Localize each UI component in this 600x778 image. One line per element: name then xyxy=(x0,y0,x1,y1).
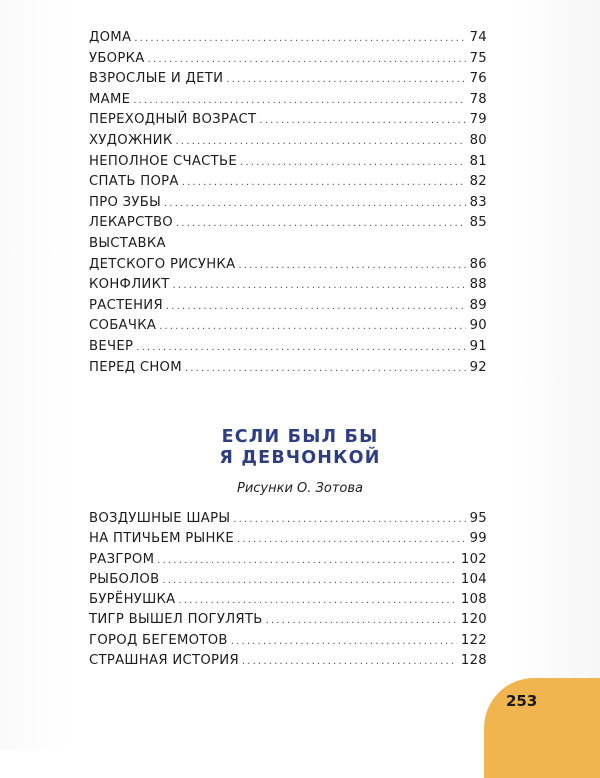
toc-entry xyxy=(89,572,487,592)
toc-entry xyxy=(89,339,487,360)
toc-title: ПЕРЕД СНОМ xyxy=(89,359,182,375)
toc-entry xyxy=(89,653,487,673)
toc-leader xyxy=(134,33,465,44)
toc-title: МАМЕ xyxy=(89,91,131,107)
toc-leader xyxy=(259,115,465,126)
section-illustrator-credit: Рисунки О. Зотова xyxy=(236,481,363,496)
toc-title: РЫБОЛОВ xyxy=(89,571,160,587)
toc-title: ВЫСТАВКА xyxy=(89,235,166,251)
toc-page: 86 xyxy=(469,256,487,272)
toc-title: ДЕТСКОГО РИСУНКА xyxy=(89,256,236,272)
toc-entry xyxy=(89,174,487,195)
toc-title: ВОЗДУШНЫЕ ШАРЫ xyxy=(89,511,231,526)
toc-title: БУРЁНУШКА xyxy=(89,592,176,608)
toc-page: 82 xyxy=(469,174,487,190)
toc-title: РАЗГРОМ xyxy=(89,551,155,567)
toc-entry xyxy=(89,51,487,72)
toc-leader xyxy=(164,198,466,209)
toc-leader xyxy=(173,280,466,291)
toc-page: 108 xyxy=(460,592,487,608)
toc-title: ЛЕКАРСТВО xyxy=(89,215,173,231)
toc-leader xyxy=(148,54,466,65)
toc-leader xyxy=(185,363,466,374)
toc-page: 128 xyxy=(460,653,487,669)
toc-leader xyxy=(226,74,465,85)
toc-entry xyxy=(89,592,487,612)
toc-leader xyxy=(237,534,466,545)
toc-entry xyxy=(89,511,487,531)
toc-page: 75 xyxy=(469,50,487,66)
toc-title: ДОМА xyxy=(89,30,132,45)
toc-page: 74 xyxy=(469,30,487,45)
toc-page: 88 xyxy=(469,277,487,293)
toc-page: 85 xyxy=(469,215,487,231)
page-number: 253 xyxy=(506,692,538,710)
toc-leader xyxy=(136,342,465,353)
toc-page: 76 xyxy=(469,71,487,87)
toc-entry xyxy=(89,154,487,175)
toc-entry xyxy=(89,215,487,236)
toc-entry xyxy=(89,257,487,278)
toc-entry xyxy=(89,195,487,216)
toc-page: 95 xyxy=(469,511,487,526)
toc-entry xyxy=(89,71,487,92)
toc-title: ПЕРЕХОДНЫЙ ВОЗРАСТ xyxy=(89,112,257,128)
toc-leader xyxy=(162,575,456,586)
toc-title: КОНФЛИКТ xyxy=(89,277,170,293)
toc-leader xyxy=(233,514,465,525)
toc-entry xyxy=(89,318,487,339)
toc-entry xyxy=(89,112,487,133)
toc-title: ХУДОЖНИК xyxy=(89,132,173,148)
section-heading-line-1: ЕСЛИ БЫЛ БЫ xyxy=(221,427,379,447)
toc-leader xyxy=(182,177,466,188)
toc-leader xyxy=(176,136,466,147)
toc-title: НЕПОЛНОЕ СЧАСТЬЕ xyxy=(89,153,237,169)
toc-entry xyxy=(89,236,487,257)
toc-title: ВЗРОСЛЫЕ И ДЕТИ xyxy=(89,71,224,87)
section-heading-line-2: Я ДЕВЧОНКОЙ xyxy=(219,448,381,468)
toc-page: 122 xyxy=(460,632,487,648)
toc-entry xyxy=(89,133,487,154)
toc-leader xyxy=(166,301,466,312)
toc-leader xyxy=(159,321,465,332)
toc-page: 90 xyxy=(469,318,487,334)
toc-title: СПАТЬ ПОРА xyxy=(89,174,179,190)
toc-entry xyxy=(89,30,487,51)
page-number-badge xyxy=(484,678,600,778)
toc-title: ТИГР ВЫШЕЛ ПОГУЛЯТЬ xyxy=(89,612,263,628)
toc-page: 120 xyxy=(460,612,487,628)
toc-title: НА ПТИЧЬЕМ РЫНКЕ xyxy=(89,531,234,547)
toc-entry xyxy=(89,552,487,572)
toc-leader xyxy=(238,260,465,271)
toc-page: 89 xyxy=(469,297,487,313)
toc-page: 78 xyxy=(469,91,487,107)
toc-title: УБОРКА xyxy=(89,50,145,66)
toc-title: СОБАЧКА xyxy=(89,318,157,334)
toc-page: 83 xyxy=(469,194,487,210)
toc-list-bottom xyxy=(89,511,487,673)
toc-entry xyxy=(89,360,487,381)
toc-leader xyxy=(231,636,457,647)
toc-leader xyxy=(266,615,457,626)
toc-leader xyxy=(157,555,457,566)
toc-entry xyxy=(89,633,487,653)
toc-leader xyxy=(242,656,457,667)
toc-leader xyxy=(176,218,466,229)
toc-title: ВЕЧЕР xyxy=(89,338,134,354)
section-heading xyxy=(150,427,450,469)
toc-page: 79 xyxy=(469,112,487,128)
toc-title: ПРО ЗУБЫ xyxy=(89,194,162,210)
toc-title: СТРАШНАЯ ИСТОРИЯ xyxy=(89,653,239,669)
toc-page: 99 xyxy=(469,531,487,547)
toc-leader xyxy=(133,95,465,106)
toc-entry xyxy=(89,298,487,319)
toc-page: 91 xyxy=(469,338,487,354)
toc-page: 80 xyxy=(469,132,487,148)
toc-title: ГОРОД БЕГЕМОТОВ xyxy=(89,632,228,648)
toc-title: РАСТЕНИЯ xyxy=(89,297,163,313)
toc-entry xyxy=(89,92,487,113)
toc-page: 102 xyxy=(460,551,487,567)
toc-entry xyxy=(89,531,487,551)
toc-leader xyxy=(179,595,457,606)
toc-entry xyxy=(89,612,487,632)
toc-page: 104 xyxy=(460,571,487,587)
toc-list-top xyxy=(89,30,487,380)
toc-leader xyxy=(240,157,466,168)
toc-page: 92 xyxy=(469,359,487,375)
toc-entry xyxy=(89,277,487,298)
toc-page: 81 xyxy=(469,153,487,169)
